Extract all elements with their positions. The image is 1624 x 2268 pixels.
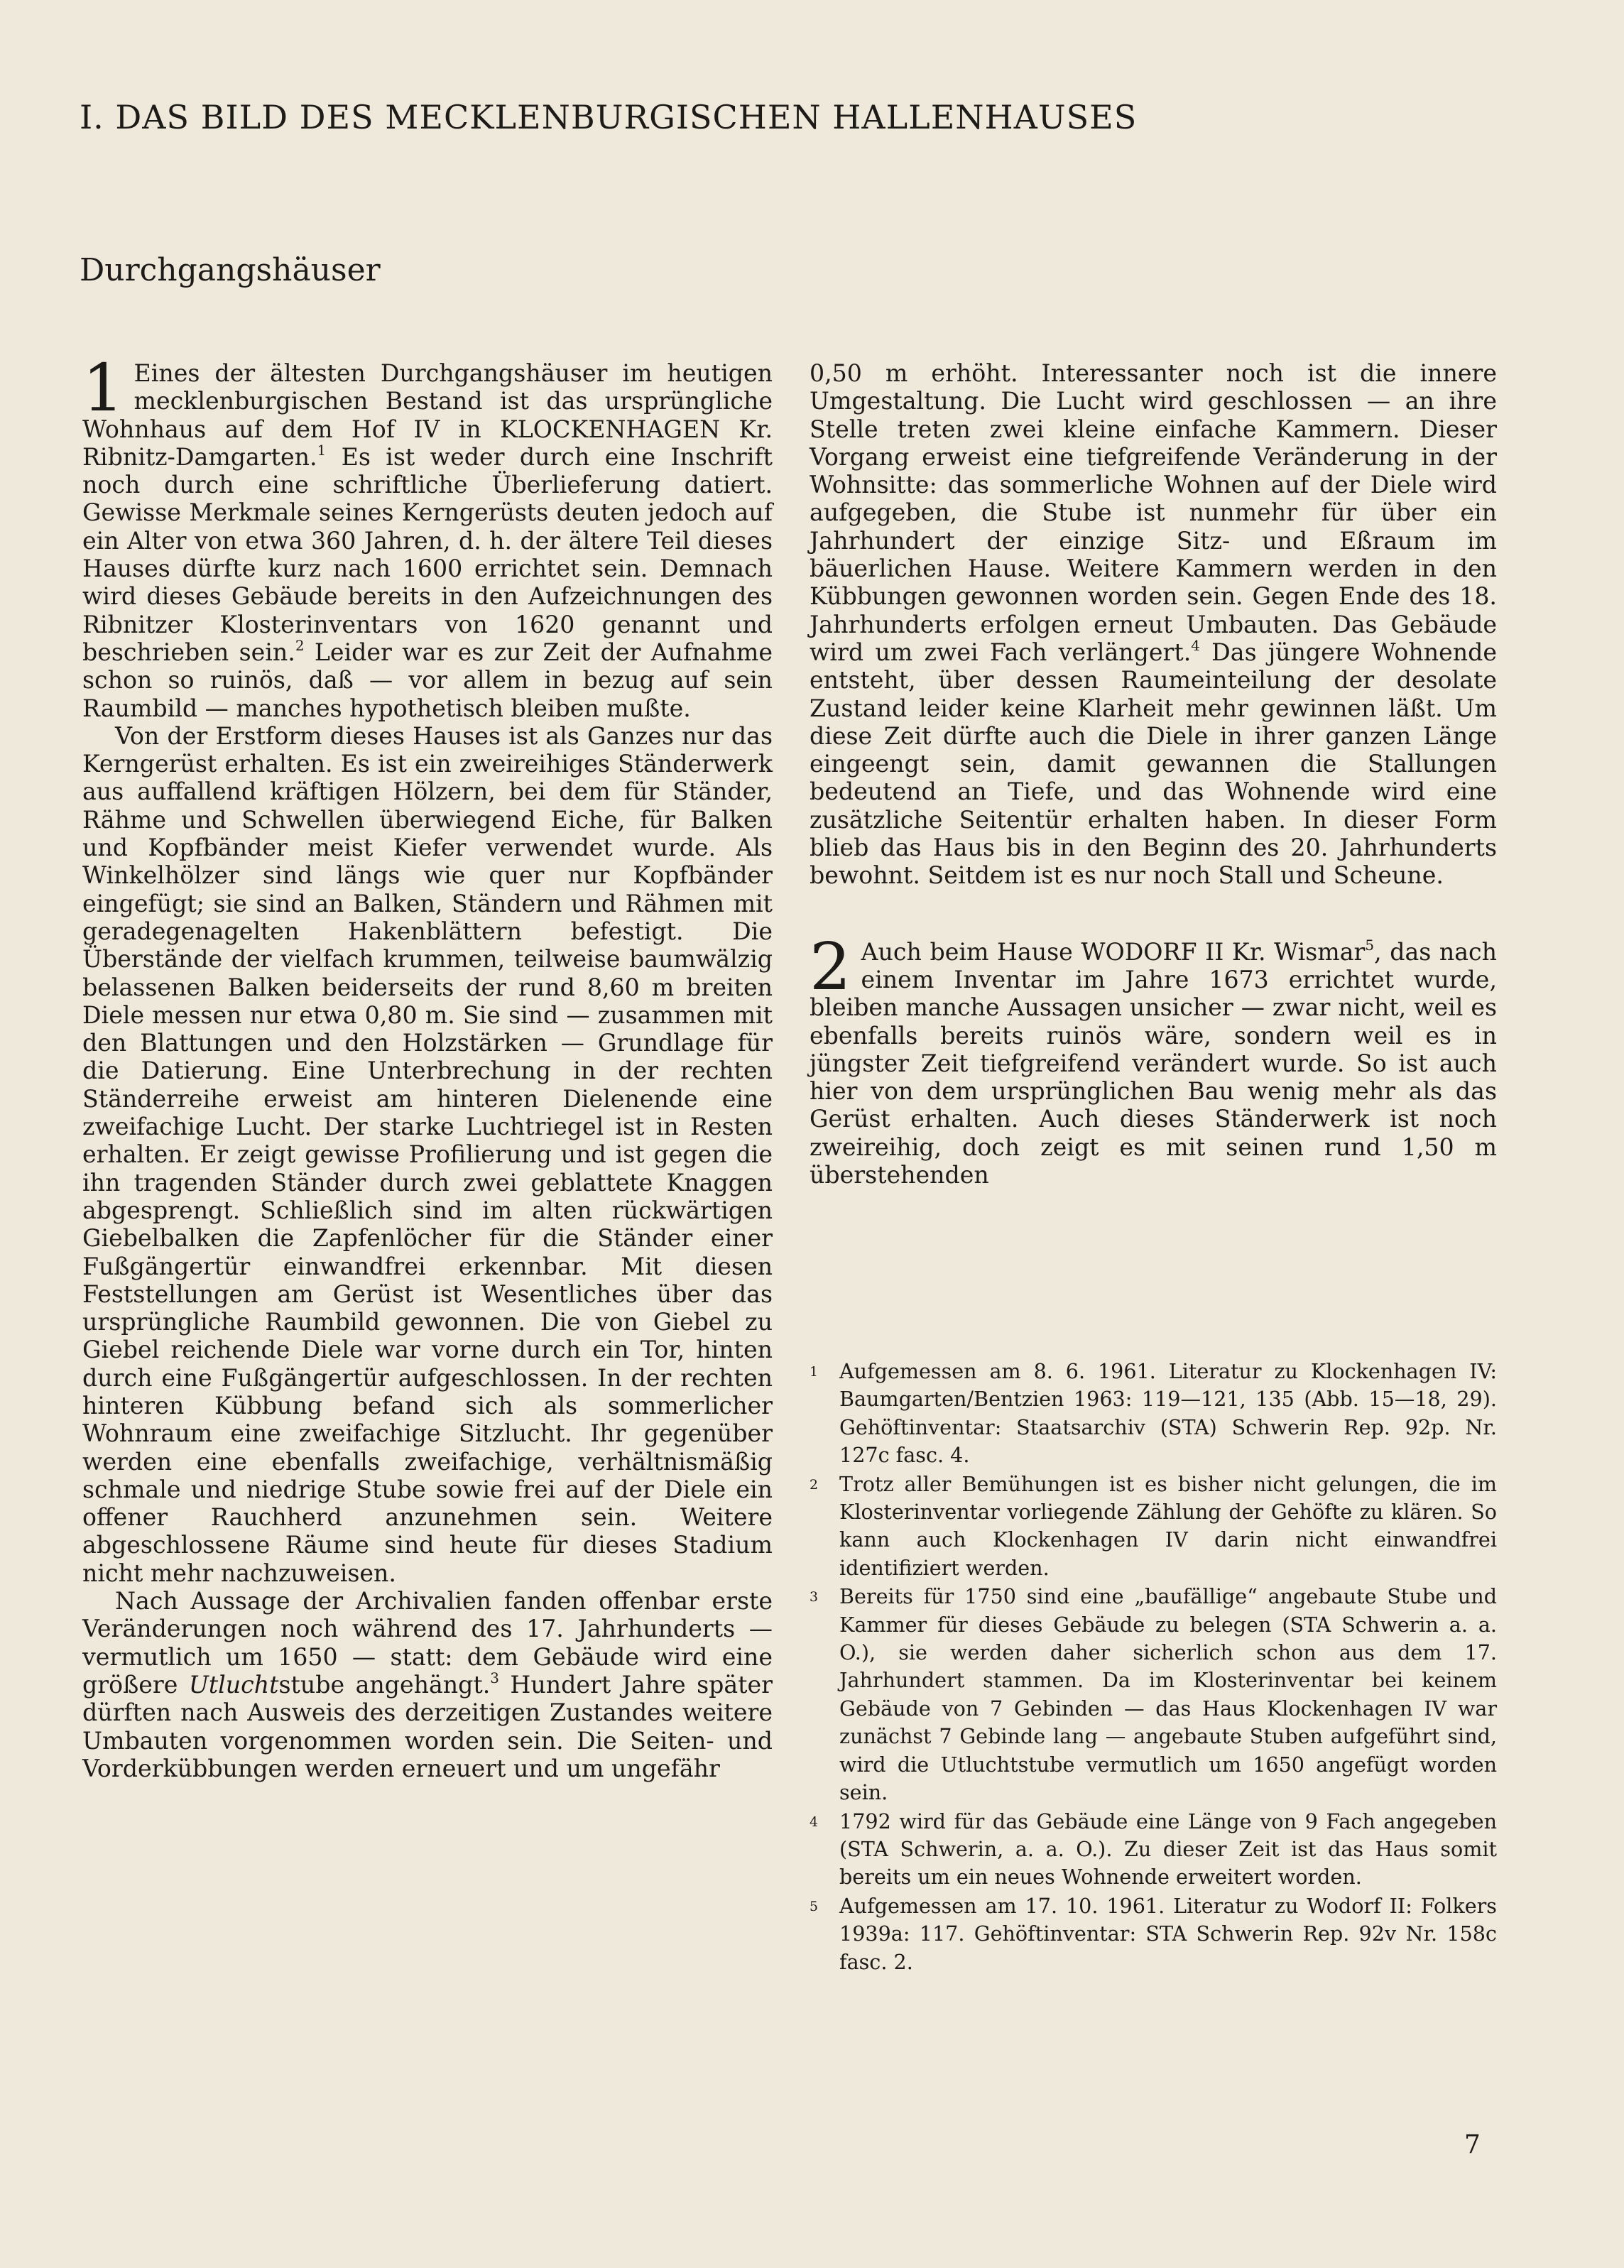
footnote-text: Aufgemessen am 17. 10. 1961. Literatur zu Wodorf II: Folkers 1939a: 117. Gehöftinventar: STA Schwerin Rep. 92v Nr. 158c fasc. 2.	[839, 1893, 1497, 1974]
footnote-4	[810, 1808, 1497, 1892]
footnote-number: 1	[810, 1364, 818, 1380]
page-number: 7	[1464, 2130, 1481, 2159]
footnote-3	[810, 1583, 1497, 1806]
footnote-ref-1: 1	[317, 442, 327, 459]
footnote-ref-3: 3	[490, 1670, 499, 1687]
footnotes	[810, 1358, 1497, 1977]
footnote-ref-2: 2	[295, 638, 305, 655]
chapter-title: I. DAS BILD DES MECKLENBURGISCHEN HALLENHAUSES	[80, 98, 1138, 136]
entry-number-2: 2	[810, 928, 851, 1005]
entry-separator	[810, 890, 1497, 938]
italic-term: Utlucht	[188, 1670, 279, 1699]
section-title: Durchgangshäuser	[80, 252, 381, 288]
footnote-2	[810, 1471, 1497, 1583]
footnote-5	[810, 1892, 1497, 1976]
entry-1-paragraph-1: 1 Eines der ältesten Durchgangshäuser im heutigen mecklenburgischen Bestand ist das ursprüngliche Wohnhaus auf dem Hof IV in KLOCKENHAGEN Kr. Ribnitz-Damgarten.$^1$ Es ist weder durch eine Inschrift noch durch eine schriftliche Überlieferung datiert. Gewisse Merkmale seines Kerngerüsts deuten jedoch auf ein Alter von etwa 360 Jahren, d. h. der ältere Teil dieses Hauses dürfte kurz nach 1600 errichtet sein. Demnach wird dieses Gebäude bereits in den Aufzeichnungen des Ribnitzer Klosterinventars von 1620 genannt und beschrieben sein.$^2$ Leider war es zur Zeit der Aufnahme schon so ruinös, daß — vor allem in bezug auf sein Raumbild — manches hypothetisch bleiben mußte.	[82, 350, 773, 722]
footnote-ref-5: 5	[1365, 937, 1375, 954]
footnote-1	[810, 1358, 1497, 1470]
footnote-ref-4: 4	[1191, 638, 1200, 655]
footnote-text: Bereits für 1750 sind eine „baufällige“ angebaute Stube und Kammer für dieses Gebäude zu belegen (STA Schwerin a. a. O.), sie werden daher sicherlich schon aus dem 17. Jahrhundert stammen. Da im Klosterinventar bei keinem Gebäude von 7 Gebinden — das Haus Klockenhagen IV war zunächst 7 Gebinde lang — angebaute Stuben aufgeführt sind, wird die Utluchtstube vermutlich um 1650 angefügt worden sein.	[839, 1584, 1497, 1805]
footnote-number: 3	[810, 1589, 818, 1605]
entry-number-1: 1	[82, 350, 124, 426]
right-column	[810, 359, 1497, 1189]
footnote-text: Trotz aller Bemühungen ist es bisher nicht gelungen, die im Klosterinventar vorliegende Zählung der Gehöfte zu klären. So kann auch Klockenhagen IV darin nicht einwandfrei identifiziert werden.	[839, 1471, 1497, 1580]
footnote-number: 2	[810, 1476, 818, 1493]
entry-1-paragraph-3: Nach Aussage der Archivalien fanden offenbar erste Veränderungen noch während des 17. Jahrhunderts — vermutlich um 1650 — statt: dem Gebäude wird eine größere Utluchtstube angehängt.$^3$ Hundert Jahre später dürften nach Ausweis des derzeitigen Zustandes weitere Umbauten vorgenommen worden sein. Die Seiten- und Vorderkübbungen werden erneuert und um ungefähr	[82, 1587, 773, 1782]
footnote-number: 5	[810, 1898, 818, 1914]
footnote-text: Aufgemessen am 8. 6. 1961. Literatur zu Klockenhagen IV: Baumgarten/Bentzien 1963: 119—121, 135 (Abb. 15—18, 29). Gehöftinventar: Staatsarchiv (STA) Schwerin Rep. 92p. Nr. 127c fasc. 4.	[839, 1359, 1497, 1468]
footnote-number: 4	[810, 1814, 818, 1830]
entry-2-paragraph-1: 2 Auch beim Hause WODORF II Kr. Wismar$^5$, das nach einem Inventar im Jahre 1673 errichtet wurde, bleiben manche Aussagen unsicher — zwar nicht, weil es ebenfalls bereits ruinös wäre, sondern weil es in jüngster Zeit tiefgreifend verändert wurde. So ist auch hier von dem ursprünglichen Bau wenig mehr als das Gerüst erhalten. Auch dieses Ständerwerk ist noch zweireihig, doch zeigt es mit seinen rund 1,50 m überstehenden	[810, 928, 1497, 1189]
entry-1-paragraph-3-continued: 0,50 m erhöht. Interessanter noch ist die innere Umgestaltung. Die Lucht wird geschlossen — an ihre Stelle treten zwei kleine einfache Kammern. Dieser Vorgang erweist eine tiefgreifende Veränderung in der Wohnsitte: das sommerliche Wohnen auf der Diele wird aufgegeben, die Stube ist nunmehr für über ein Jahrhundert der einzige Sitz- und Eßraum im bäuerlichen Hause. Weitere Kammern werden in den Kübbungen gewonnen worden sein. Gegen Ende des 18. Jahrhunderts erfolgen erneut Umbauten. Das Gebäude wird um zwei Fach verlängert.$^4$ Das jüngere Wohnende entsteht, über dessen Raumeinteilung der desolate Zustand leider keine Klarheit mehr gewinnen läßt. Um diese Zeit dürfte auch die Diele in ihrer ganzen Länge eingeengt sein, damit gewannen die Stallungen bedeutend an Tiefe, und das Wohnende wird eine zusätzliche Seitentür erhalten haben. In dieser Form blieb das Haus bis in den Beginn des 20. Jahrhunderts bewohnt. Seitdem ist es nur noch Stall und Scheune.	[810, 359, 1497, 890]
footnote-text: 1792 wird für das Gebäude eine Länge von 9 Fach angegeben (STA Schwerin, a. a. O.). Zu dieser Zeit ist das Haus somit bereits um ein neues Wohnende erweitert worden.	[839, 1809, 1497, 1890]
entry-1-paragraph-2: Von der Erstform dieses Hauses ist als Ganzes nur das Kerngerüst erhalten. Es ist ein zweireihiges Ständerwerk aus auffallend kräftigen Hölzern, bei dem für Ständer, Rähme und Schwellen überwiegend Eiche, für Balken und Kopfbänder meist Kiefer verwendet wurde. Als Winkelhölzer sind längs wie quer nur Kopfbänder eingefügt; sie sind an Balken, Ständern und Rähmen mit geradegenagelten Hakenblättern befestigt. Die Überstände der vielfach krummen, teilweise baumwälzig belassenen Balken beiderseits der rund 8,60 m breiten Diele messen nur etwa 0,80 m. Sie sind — zusammen mit den Blattungen und den Holzstärken — Grundlage für die Datierung. Eine Unterbrechung in der rechten Ständerreihe erweist am hinteren Dielenende eine zweifachige Lucht. Der starke Luchtriegel ist in Resten erhalten. Er zeigt gewisse Profilierung und ist gegen die ihn tragenden Ständer durch zwei geblattete Knaggen abgesprengt. Schließlich sind im alten rückwärtigen Giebelbalken die Zapfenlöcher für die Ständer einer Fußgängertür einwandfrei erkennbar. Mit diesen Feststellungen am Gerüst ist Wesentliches über das ursprüngliche Raumbild gewonnen. Die von Giebel zu Giebel reichende Diele war vorne durch ein Tor, hinten durch eine Fußgängertür aufgeschlossen. In der rechten hinteren Kübbung befand sich als sommerlicher Wohnraum eine zweifachige Sitzlucht. Ihr gegenüber werden eine ebenfalls zweifachige, verhältnismäßig schmale und niedrige Stube sowie frei auf der Diele ein offener Rauchherd anzunehmen sein. Weitere abgeschlossene Räume sind heute für dieses Stadium nicht mehr nachzuweisen.	[82, 721, 773, 1587]
left-column	[82, 350, 773, 1782]
